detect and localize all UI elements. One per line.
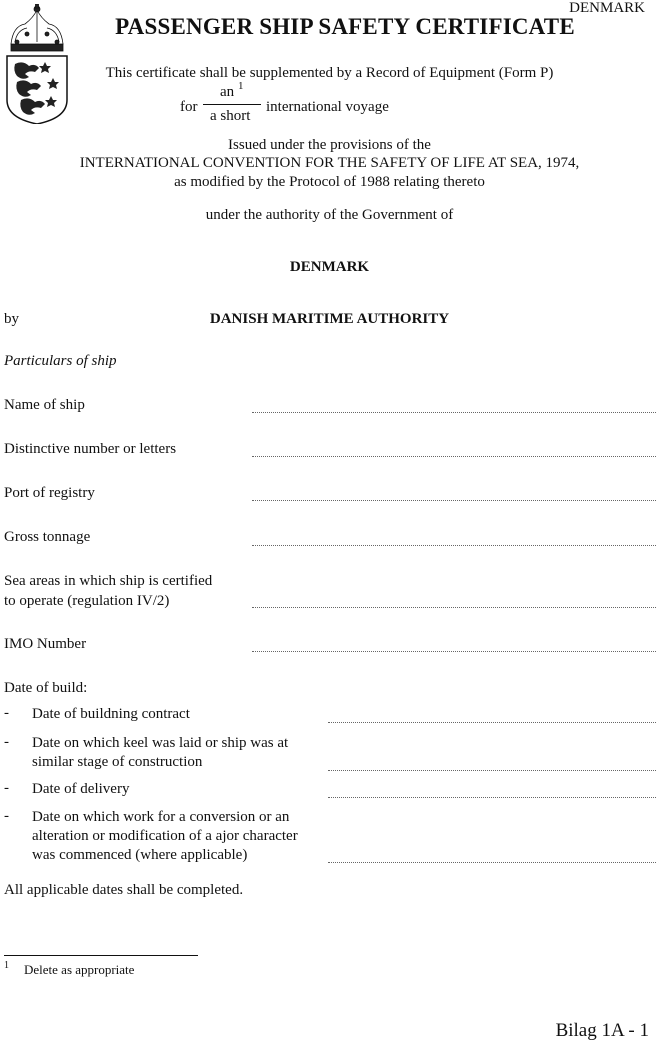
name-of-ship-field[interactable]	[252, 412, 656, 413]
convention-text: INTERNATIONAL CONVENTION FOR THE SAFETY OF LIFE AT SEA, 1974,	[79, 155, 580, 171]
conversion-label-line3: was commenced (where applicable)	[32, 847, 248, 863]
conversion-field[interactable]	[328, 862, 656, 863]
certificate-title: PASSENGER SHIP SAFETY CERTIFICATE	[115, 14, 575, 39]
date-of-delivery-label: Date of delivery	[32, 781, 130, 797]
sea-areas-field[interactable]	[252, 607, 656, 608]
fraction-bottom-a-short: a short	[210, 108, 251, 124]
footnote-text: Delete as appropriate	[24, 962, 135, 977]
dates-note: All applicable dates shall be completed.	[4, 882, 244, 898]
distinctive-number-label: Distinctive number or letters	[4, 441, 177, 457]
list-dash: -	[4, 808, 9, 824]
supplement-text: This certificate shall be supplemented by a Record of Equipment (Form P)	[105, 65, 554, 81]
list-dash: -	[4, 780, 9, 796]
building-contract-label: Date of buildning contract	[32, 706, 190, 722]
keel-laid-label-line2: similar stage of construction	[32, 754, 203, 770]
port-of-registry-field[interactable]	[252, 500, 656, 501]
list-dash: -	[4, 705, 9, 721]
conversion-label-line1: Date on which work for a conversion or an	[32, 809, 290, 825]
footnote-rule	[4, 955, 198, 956]
conversion-label-line2: alteration or modification of a ajor character	[32, 828, 298, 844]
footnote-number: 1	[4, 960, 9, 971]
particulars-heading: Particulars of ship	[4, 353, 117, 369]
keel-laid-label-line1: Date on which keel was laid or ship was at	[32, 735, 289, 751]
sea-areas-label-line2: to operate (regulation IV/2)	[4, 593, 170, 609]
building-contract-field[interactable]	[328, 722, 656, 723]
list-dash: -	[4, 734, 9, 750]
voyage-text: international voyage	[266, 99, 389, 115]
name-of-ship-label: Name of ship	[4, 397, 85, 413]
footnote-superscript: 1	[238, 80, 244, 92]
port-of-registry-label: Port of registry	[4, 485, 95, 501]
distinctive-number-field[interactable]	[252, 456, 656, 457]
fraction-top-an: an	[220, 84, 235, 100]
by-label: by	[4, 311, 19, 327]
gross-tonnage-field[interactable]	[252, 545, 656, 546]
keel-laid-field[interactable]	[328, 770, 656, 771]
page-number: Bilag 1A - 1	[555, 1020, 649, 1041]
gross-tonnage-label: Gross tonnage	[4, 529, 91, 545]
issuing-authority: DANISH MARITIME AUTHORITY	[209, 311, 450, 327]
issued-text: Issued under the provisions of the	[228, 137, 431, 153]
government-country: DENMARK	[289, 259, 370, 275]
for-text: for	[180, 99, 198, 115]
imo-number-label: IMO Number	[4, 636, 87, 652]
header-country: DENMARK	[569, 0, 645, 16]
imo-number-field[interactable]	[252, 651, 656, 652]
protocol-text: as modified by the Protocol of 1988 relating thereto	[174, 174, 485, 190]
sea-areas-label-line1: Sea areas in which ship is certified	[4, 573, 213, 589]
date-of-delivery-field[interactable]	[328, 797, 656, 798]
fraction-bar	[203, 104, 261, 105]
date-of-build-heading: Date of build:	[4, 680, 88, 696]
authority-text: under the authority of the Government of	[205, 207, 454, 223]
